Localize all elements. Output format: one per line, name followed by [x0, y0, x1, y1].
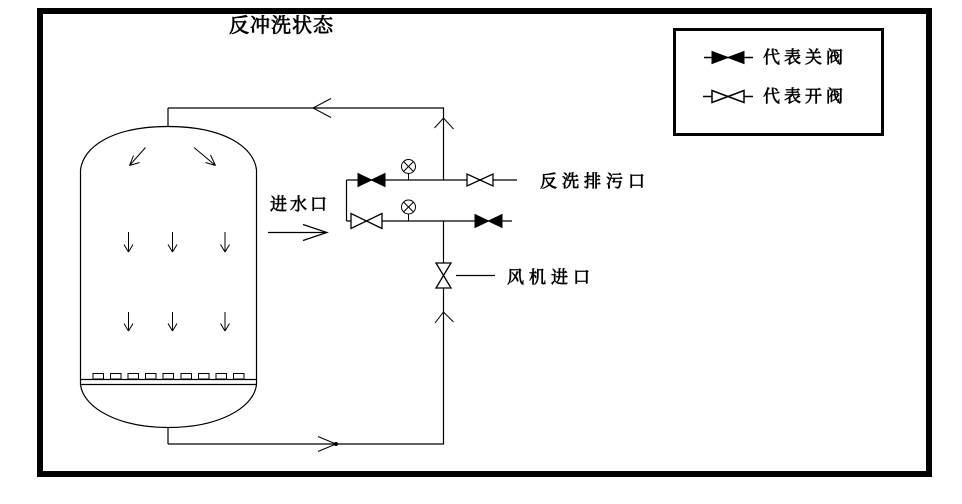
nozzle-strainers [93, 374, 244, 380]
legend-closed-valve-icon [704, 52, 753, 64]
legend-box [675, 30, 883, 135]
upper-pressure-gauge-icon [402, 160, 416, 181]
fan-inlet-open-valve-icon [436, 263, 451, 288]
backwash-drain-label: 反洗排污口 [540, 172, 650, 191]
lower-branch-closed-valve-icon [475, 215, 502, 228]
legend-open-valve-icon [703, 91, 753, 103]
water-inlet-arrow-icon [268, 225, 327, 241]
outer-frame [40, 11, 929, 474]
page-title: 反冲洗状态 [229, 15, 334, 37]
pipe-flow-arrows [313, 99, 454, 452]
fan-inlet-label: 风机进口 [507, 268, 595, 287]
tank-flow-arrows [124, 148, 230, 332]
tank-bottom-head [81, 385, 257, 428]
filter-tank [81, 127, 257, 428]
legend-open-valve-label: 代表开阀 [763, 87, 847, 106]
drain-open-valve-icon [467, 174, 493, 186]
bottom-pipe-arrow-dot [334, 442, 338, 446]
water-inlet-label: 进水口 [270, 195, 330, 214]
legend-closed-valve-label: 代表关阀 [763, 48, 847, 67]
tank-shell [81, 127, 257, 386]
upper-branch-closed-valve-icon [358, 174, 385, 187]
lower-pressure-gauge-icon [402, 200, 416, 221]
vertical-pipe-up-arrow-lower-icon [435, 312, 454, 323]
inlet-open-valve-icon [351, 214, 382, 229]
pipes [168, 108, 517, 444]
